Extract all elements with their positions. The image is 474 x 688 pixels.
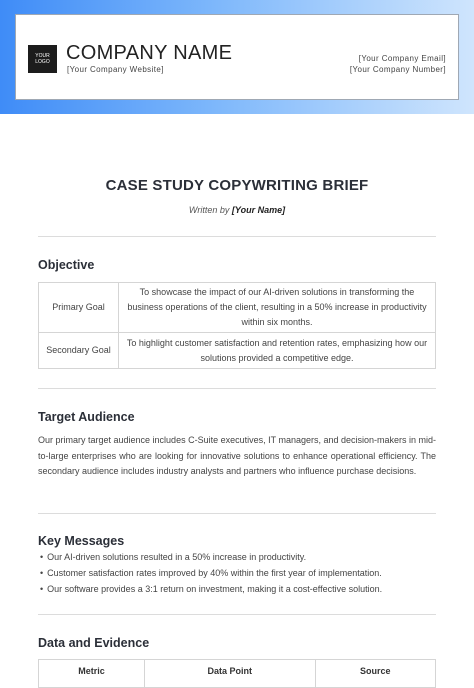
company-website[interactable]: [Your Company Website] <box>67 65 164 74</box>
author-name: [Your Name] <box>231 205 286 215</box>
primary-goal-text: To showcase the impact of our AI-driven solutions in transforming the business operations of the client, resulting in a 50% increase in productivity within six months. <box>119 283 436 333</box>
written-by-line <box>0 205 474 215</box>
objective-table <box>38 282 436 369</box>
objective-heading: Objective <box>38 258 95 272</box>
company-number: [Your Company Number] <box>349 64 446 74</box>
key-messages-heading: Key Messages <box>38 534 125 548</box>
document-title: CASE STUDY COPYWRITING BRIEF <box>105 177 369 194</box>
data-evidence-table <box>38 659 436 688</box>
primary-goal-label: Primary Goal <box>39 283 119 333</box>
target-audience-heading: Target Audience <box>38 410 135 424</box>
column-header-source: Source <box>315 660 435 688</box>
list-item: • Our AI-driven solutions resulted in a 50% increase in productivity. <box>38 550 436 566</box>
column-header-data-point: Data Point <box>144 660 315 688</box>
company-name: COMPANY NAME <box>66 42 233 64</box>
data-evidence-heading: Data and Evidence <box>38 636 150 650</box>
column-header-metric: Metric <box>39 660 145 688</box>
table-header-row <box>39 660 436 688</box>
key-messages-list <box>38 550 436 597</box>
list-item: • Customer satisfaction rates improved by 40% within the first year of implementation. <box>38 566 436 582</box>
company-header-card <box>15 14 459 100</box>
section-divider <box>38 236 436 237</box>
section-divider <box>38 388 436 389</box>
secondary-goal-text: To highlight customer satisfaction and retention rates, emphasizing how our solutions provided a competitive edge. <box>119 333 436 369</box>
company-contact <box>350 54 446 75</box>
table-row <box>39 283 436 333</box>
company-logo <box>28 45 57 73</box>
list-item: • Our software provides a 3:1 return on investment, making it a cost-effective solution. <box>38 582 436 598</box>
company-email[interactable]: [Your Company Email] <box>358 54 446 63</box>
secondary-goal-label: Secondary Goal <box>39 333 119 369</box>
logo-text-line2: LOGO <box>35 59 50 65</box>
header-banner <box>0 0 474 114</box>
written-by-prefix: Written by <box>188 205 230 215</box>
logo-text-line1: YOUR <box>35 53 50 59</box>
table-row <box>39 333 436 369</box>
target-audience-text: Our primary target audience includes C-Suite executives, IT managers, and decision-makers in mid-to-large enterprises who are looking for innovative solutions to enhance operational efficiency. The secondary audience includes industry analysts and partners who influence purchase decisions. <box>38 435 437 476</box>
section-divider <box>38 513 436 514</box>
section-divider <box>38 614 436 615</box>
